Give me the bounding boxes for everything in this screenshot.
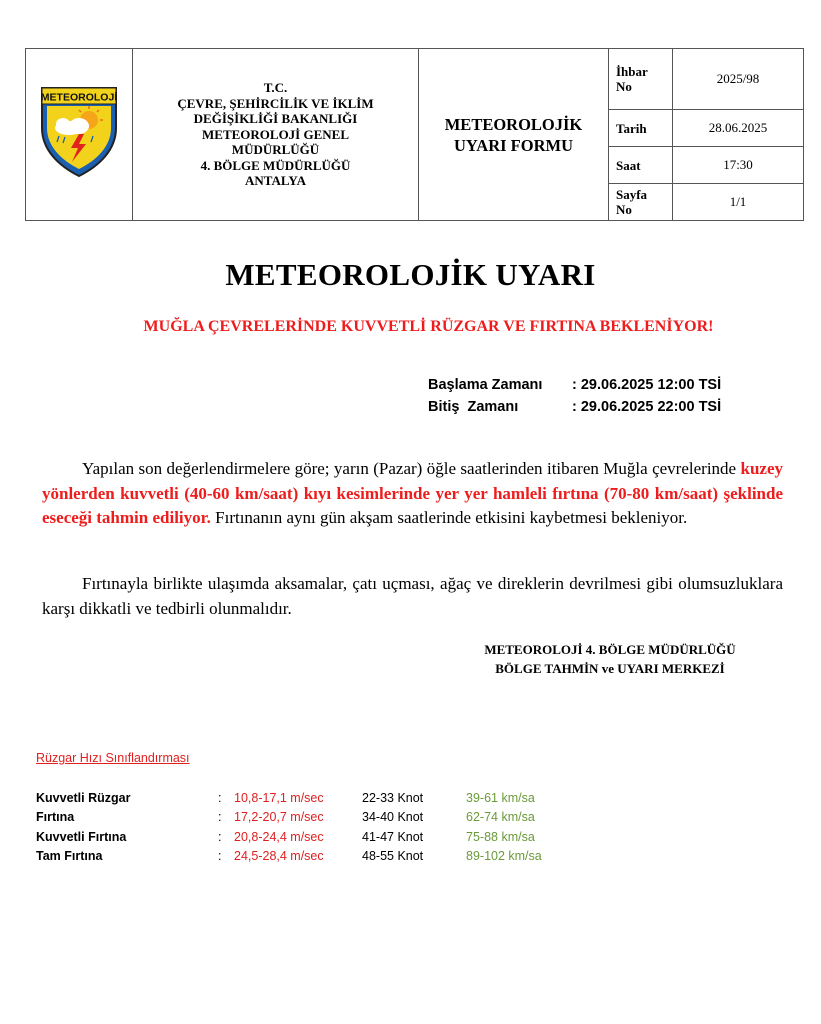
signature-line: METEOROLOJİ 4. BÖLGE MÜDÜRLÜĞÜ <box>484 642 736 657</box>
wind-scale-table <box>36 788 542 866</box>
meteoroloji-logo <box>39 84 119 180</box>
org-line: ÇEVRE, ŞEHİRCİLİK VE İKLİM <box>177 95 374 111</box>
table-row: Kuvvetli Fırtına : 20,8-24,4 m/sec 41-47 Knot 75-88 km/sa <box>36 829 535 844</box>
warning-paragraph: Fırtınayla birlikte ulaşımda aksamalar, çatı uçması, ağaç ve direklerin devrilmesi gibi olumsuzluklara karşı dikkatli ve tedbirli olunmalıdır. <box>42 574 783 618</box>
org-line: ANTALYA <box>245 173 306 189</box>
time-block <box>428 374 721 418</box>
end-time-row <box>428 396 721 418</box>
signature-line: BÖLGE TAHMİN ve UYARI MERKEZİ <box>495 661 725 676</box>
saat-label: Saat <box>609 147 673 184</box>
tarih-label: Tarih <box>609 110 673 147</box>
form-title-line: METEOROLOJİK <box>444 114 583 134</box>
logo-cell <box>26 49 133 221</box>
ihbar-no-label: İhbar No <box>609 49 673 110</box>
header-table <box>25 48 804 221</box>
alert-subtitle: MUĞLA ÇEVRELERİNDE KUVVETLİ RÜZGAR VE FIRTINA BEKLENİYOR! <box>143 318 714 335</box>
sayfa-no-value: 1/1 <box>673 184 804 221</box>
page-title: METEOROLOJİK UYARI <box>225 257 596 292</box>
forecast-highlight: kuzey yönlerden kuvvetli (40-60 km/saat) kıyı kesimlerinde yer yer hamleli fırtına (70-80 km/saat) şeklinde eseceği tahmin ediliyor. <box>42 459 783 527</box>
cloud-icon <box>55 118 89 135</box>
organization-cell <box>133 49 419 221</box>
signature-block <box>440 640 780 678</box>
logo-text: METEOROLOJİ <box>40 91 118 104</box>
sayfa-no-label: Sayfa No <box>609 184 673 221</box>
start-time-row <box>428 374 721 396</box>
org-line: 4. BÖLGE MÜDÜRLÜĞÜ <box>200 157 351 173</box>
forecast-paragraph: Yapılan son değerlendirmelere göre; yarın (Pazar) öğle saatlerinden itibaren Muğla çevrelerinde kuzey yönlerden kuvvetli (40-60 km/saat) kıyı kesimlerinde yer yer hamleli fırtına (70-80 km/saat) şeklinde eseceği tahmin ediliyor. Fırtınanın aynı gün akşam saatlerinde etkisini kaybetmesi bekleniyor. <box>42 459 783 527</box>
table-row: Tam Fırtına : 24,5-28,4 m/sec 48-55 Knot 89-102 km/sa <box>36 849 542 864</box>
end-time-value: : 29.06.2025 22:00 TSİ <box>572 399 722 415</box>
start-time-value: : 29.06.2025 12:00 TSİ <box>572 377 722 393</box>
saat-value: 17:30 <box>673 147 804 184</box>
org-line: METEOROLOJİ GENEL <box>202 126 349 142</box>
table-row: Kuvvetli Rüzgar : 10,8-17,1 m/sec 22-33 Knot 39-61 km/sa <box>36 790 535 805</box>
end-time-label: Bitiş Zamanı <box>428 399 519 415</box>
wind-scale-title: Rüzgar Hızı Sınıflandırması <box>36 751 190 765</box>
org-line: DEĞİŞİKLİĞİ BAKANLIĞI <box>193 111 358 127</box>
org-line: T.C. <box>263 80 288 96</box>
form-title-line: UYARI FORMU <box>453 135 573 155</box>
table-row: Fırtına : 17,2-20,7 m/sec 34-40 Knot 62-74 km/sa <box>36 810 535 825</box>
ihbar-no-value: 2025/98 <box>673 49 804 110</box>
form-title-cell <box>419 49 609 221</box>
tarih-value: 28.06.2025 <box>673 110 804 147</box>
start-time-label: Başlama Zamanı <box>428 377 543 393</box>
org-line: MÜDÜRLÜĞÜ <box>231 142 320 158</box>
